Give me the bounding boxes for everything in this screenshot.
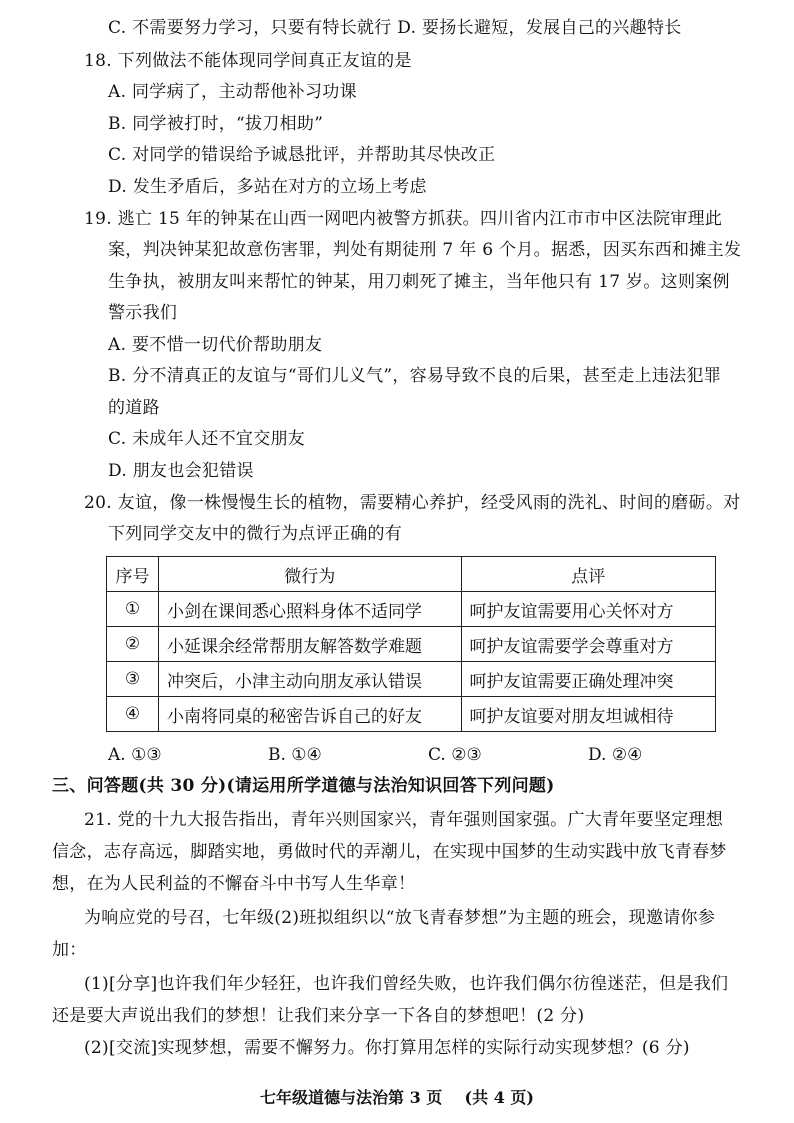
q19-option-a: A. 要不惜一切代价帮助朋友 <box>108 335 323 355</box>
q20-option-d: D. ②④ <box>588 745 643 765</box>
table-row <box>107 592 716 627</box>
header-behavior: 微行为 <box>158 557 461 592</box>
row-no: ① <box>107 592 159 627</box>
row-comment: 呵护友谊要对朋友坦诚相待 <box>461 697 716 732</box>
q19-stem-line3: 生争执，被朋友叫来帮忙的钟某，用刀刺死了摊主，当年他只有 17 岁。这则案例 <box>108 272 730 292</box>
row-comment: 呵护友谊需要用心关怀对方 <box>461 592 716 627</box>
table-row <box>107 697 716 732</box>
q20-options <box>108 744 708 766</box>
q21-stem-line3: 想，在为人民利益的不懈奋斗中书写人生华章！ <box>52 874 416 894</box>
row-no: ② <box>107 627 159 662</box>
q19-stem-line2: 案，判决钟某犯故意伤害罪，判处有期徒刑 7 年 6 个月。据悉，因买东西和摊主发 <box>108 240 742 260</box>
q19-stem-line1: 19. 逃亡 15 年的钟某在山西一网吧内被警方抓获。四川省内江市市中区法院审理此 <box>84 209 723 229</box>
q20-behavior-table <box>106 556 716 732</box>
q19-option-c: C. 未成年人还不宜交朋友 <box>108 429 306 449</box>
q21-sub1-line1: (1)[分享]也许我们年少轻狂，也许我们曾经失败，也许我们偶尔彷徨迷茫，但是我们 <box>84 974 729 994</box>
q20-stem-line2: 下列同学交友中的微行为点评正确的有 <box>108 524 403 544</box>
row-behavior: 冲突后，小津主动向朋友承认错误 <box>158 662 461 697</box>
row-behavior: 小延课余经常帮朋友解答数学难题 <box>158 627 461 662</box>
section3-heading: 三、问答题(共 30 分)(请运用所学道德与法治知识回答下列问题) <box>52 776 555 796</box>
header-no: 序号 <box>107 557 159 592</box>
q20-option-a: A. ①③ <box>108 745 162 765</box>
q20-option-c: C. ②③ <box>428 745 482 765</box>
table-header-row <box>107 557 716 592</box>
q18-stem: 18. 下列做法不能体现同学间真正友谊的是 <box>84 51 412 71</box>
q21-stem-line2: 信念，志存高远，脚踏实地，勇做时代的弄潮儿，在实现中国梦的生动实践中放飞青春梦 <box>52 842 727 862</box>
q20-option-b: B. ①④ <box>268 745 322 765</box>
q21-sub2-line1: (2)[交流]实现梦想，需要不懈努力。你打算用怎样的实际行动实现梦想？(6 分) <box>84 1038 690 1058</box>
q18-option-c: C. 对同学的错误给予诚恳批评，并帮助其尽快改正 <box>108 145 496 165</box>
q21-stem-line4: 为响应党的号召，七年级(2)班拟组织以“放飞青春梦想”为主题的班会，现邀请你参 <box>84 908 716 928</box>
table-row <box>107 662 716 697</box>
row-no: ④ <box>107 697 159 732</box>
q18-option-b: B. 同学被打时，“拔刀相助” <box>108 114 324 134</box>
q21-sub1-line2: 还是要大声说出我们的梦想！让我们来分享一下各自的梦想吧！(2 分) <box>52 1006 585 1026</box>
q18-option-a: A. 同学病了，主动帮他补习功课 <box>108 82 357 102</box>
q19-option-b-cont: 的道路 <box>108 398 160 418</box>
row-comment: 呵护友谊需要正确处理冲突 <box>461 662 716 697</box>
q17-option-cd: C. 不需要努力学习，只要有特长就行 D. 要扬长避短，发展自己的兴趣特长 <box>108 18 682 38</box>
q18-option-d: D. 发生矛盾后，多站在对方的立场上考虑 <box>108 177 427 197</box>
q21-stem-line5: 加： <box>52 940 87 960</box>
row-behavior: 小南将同桌的秘密告诉自己的好友 <box>158 697 461 732</box>
table-row <box>107 627 716 662</box>
header-comment: 点评 <box>461 557 716 592</box>
q19-option-b: B. 分不清真正的友谊与“哥们儿义气”，容易导致不良的后果，甚至走上违法犯罪 <box>108 366 722 386</box>
row-behavior: 小剑在课间悉心照料身体不适同学 <box>158 592 461 627</box>
q21-stem-line1: 21. 党的十九大报告指出，青年兴则国家兴，青年强则国家强。广大青年要坚定理想 <box>84 810 724 830</box>
page-footer: 七年级道德与法治第 3 页 (共 4 页) <box>260 1088 534 1107</box>
row-no: ③ <box>107 662 159 697</box>
q19-option-d: D. 朋友也会犯错误 <box>108 461 254 481</box>
q19-stem-line4: 警示我们 <box>108 303 178 323</box>
row-comment: 呵护友谊需要学会尊重对方 <box>461 627 716 662</box>
q20-stem-line1: 20. 友谊，像一株慢慢生长的植物，需要精心养护，经受风雨的洗礼、时间的磨砺。对 <box>84 493 741 513</box>
